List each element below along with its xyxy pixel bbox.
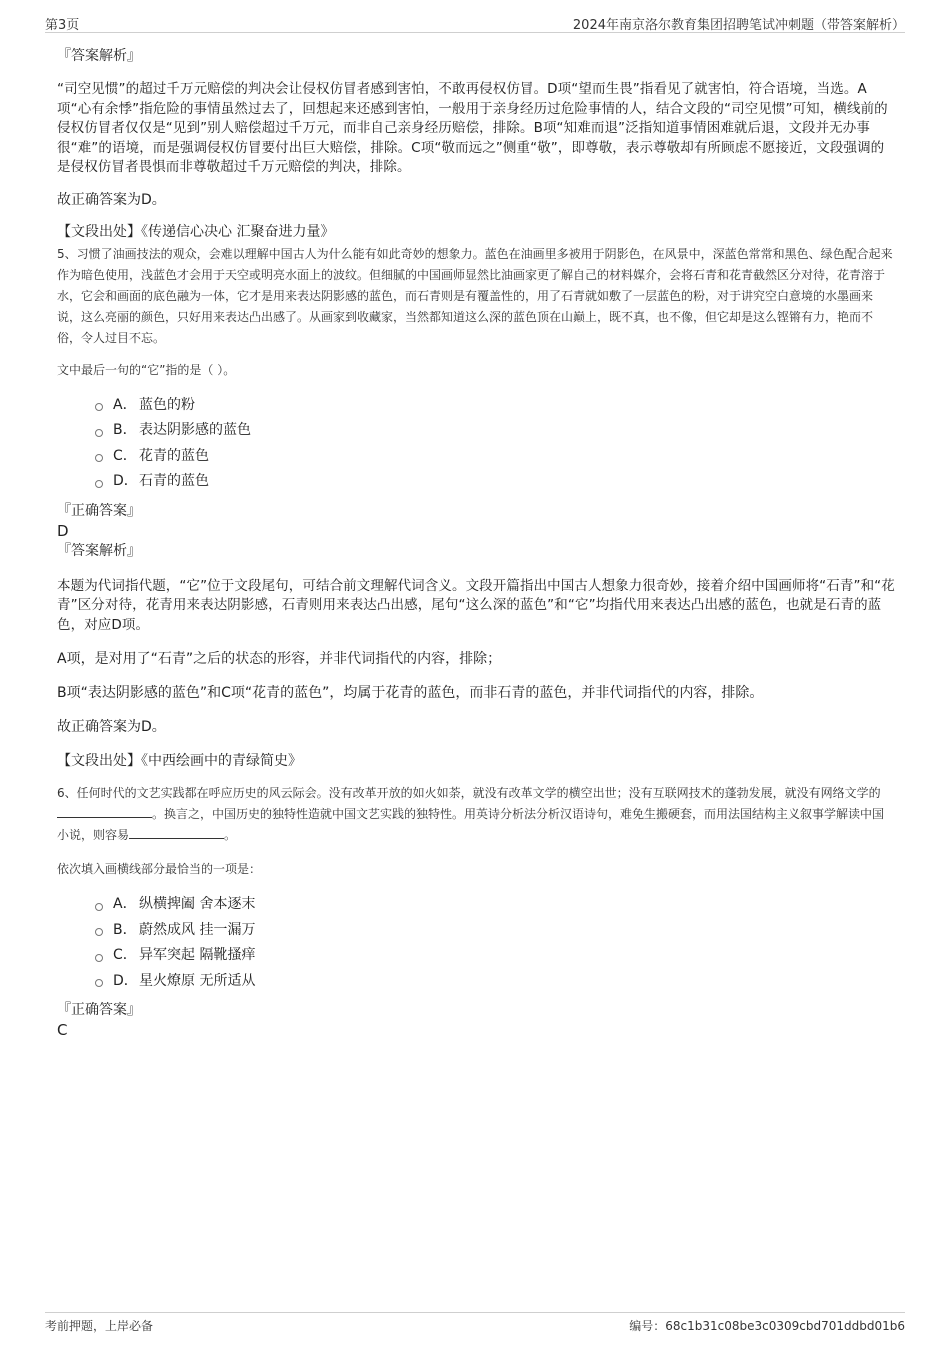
analysis-conclusion: 故正确答案为D。	[57, 719, 166, 735]
question-stem: 5、习惯了油画技法的观众，会难以理解中国古人为什么能有如此奇妙的想象力。蓝色在油画里多被用于阴影色，在风景中，深蓝色常常和黑色、绿色配合起来作为暗色使用，浅蓝色才会用于天空或明亮水面上的波纹。但细腻的中国画师显然比油画家更了解自己的材料媒介，会将石青和花青截然区分对待，花青溶于水，它会和画面的底色融为一体，它才是用来表达阴影感的蓝色，而石青则是有覆盖性的，用了石青就如敷了一层蓝色的粉，对于讲究空白意境的水墨画来说，这么亮丽的颜色，只好用来表达凸出感了。从画家到收藏家，当然都知道这么深的蓝色顶在山巅上，既不真，也不像，但它却是这么铿锵有力，艳而不俗，令人过目不忘。	[57, 246, 893, 345]
question-prompt: 文中最后一句的“它”指的是（ ）。	[57, 362, 236, 377]
radio-icon[interactable]	[95, 903, 103, 911]
option-d[interactable]: D． 石青的蓝色	[95, 469, 895, 495]
answer-value: C	[57, 1021, 68, 1039]
option-list	[95, 393, 895, 495]
fill-blank	[57, 804, 152, 818]
option-c[interactable]: C． 异军突起 隔靴搔痒	[95, 943, 895, 969]
option-a[interactable]: A． 纵横捭阖 舍本逐末	[95, 892, 895, 918]
answer-label: 『正确答案』	[57, 1002, 141, 1018]
page-number: 第3页	[45, 18, 80, 33]
option-d[interactable]: D． 星火燎原 无所适从	[95, 969, 895, 995]
source-citation: 【文段出处】《中西绘画中的青绿简史》	[57, 753, 302, 769]
source-citation: 【文段出处】《传递信心决心 汇聚奋进力量》	[57, 223, 335, 240]
document-title: 2024年南京洛尔教育集团招聘笔试冲刺题（带答案解析）	[572, 18, 905, 33]
question-stem: 6、任何时代的文艺实践都在呼应历史的风云际会。没有改革开放的如火如荼，就没有改革文学的横空出世；没有互联网技术的蓬勃发展，就没有网络文学的。换言之，中国历史的独特性造就中国文艺实践的独特性。用英诗分析法分析汉语诗句，难免生搬硬套，而用法国结构主义叙事学解读中国小说，则容易 。	[57, 786, 885, 842]
radio-icon[interactable]	[95, 979, 103, 987]
analysis-conclusion: 故正确答案为D。	[57, 191, 166, 208]
analysis-text: A项，是对用了“石青”之后的状态的形容，并非代词指代的内容，排除；	[57, 651, 502, 667]
document-id: 编号：68c1b31c08be3c0309cbd701ddbd01b6	[629, 1319, 905, 1333]
analysis-label: 『答案解析』	[57, 48, 141, 64]
analysis-text: 本题为代词指代题，“它”位于文段尾句，可结合前文理解代词含义。文段开篇指出中国古人想象力很奇妙，接着介绍中国画师将“石青”和“花青”区分对待，花青用来表达阴影感，石青则用来表达凸出感，尾句“这么深的蓝色”和“它”均指代用来表达凸出感的蓝色，也就是石青的蓝色，对应D项。	[57, 577, 895, 633]
document-body	[57, 46, 895, 1040]
radio-icon[interactable]	[95, 480, 103, 488]
radio-icon[interactable]	[95, 954, 103, 962]
page-footer	[45, 1312, 905, 1335]
question-prompt: 依次填入画横线部分最恰当的一项是：	[57, 862, 262, 876]
footer-slogan: 考前押题，上岸必备	[45, 1319, 154, 1333]
radio-icon[interactable]	[95, 403, 103, 411]
option-c[interactable]: C． 花青的蓝色	[95, 444, 895, 470]
radio-icon[interactable]	[95, 429, 103, 437]
answer-value: D	[57, 521, 69, 540]
answer-label: 『正确答案』	[57, 502, 141, 519]
analysis-text: B项“表达阴影感的蓝色”和C项“花青的蓝色”，均属于花青的蓝色，而非石青的蓝色，并非代词指代的内容，排除。	[57, 685, 764, 701]
analysis-text: “司空见惯”的超过千万元赔偿的判决会让侵权仿冒者感到害怕，不敢再侵权仿冒。D项“望而生畏”指看见了就害怕，符合语境，当选。A项“心有余悸”指危险的事情虽然过去了，回想起来还感到害怕，一般用于亲身经历过危险事情的人，结合文段的“司空见惯”可知，横线前的侵权仿冒者仅仅是“见到”别人赔偿超过千万元，而非自己亲身经历赔偿，排除。B项“知难而退”泛指知道事情困难就后退，文段并无办事很“难”的语境，而是强调侵权仿冒要付出巨大赔偿，排除。C项“敬而远之”侧重“敬”，即尊敬，表示尊敬却有所顾虑不愿接近，文段强调的是侵权仿冒者畏惧而非尊敬超过千万元赔偿的判决，排除。	[57, 81, 888, 175]
radio-icon[interactable]	[95, 928, 103, 936]
radio-icon[interactable]	[95, 454, 103, 462]
page-header	[45, 12, 905, 33]
option-list	[95, 892, 895, 994]
option-a[interactable]: A． 蓝色的粉	[95, 393, 895, 419]
option-b[interactable]: B． 表达阴影感的蓝色	[95, 418, 895, 444]
option-b[interactable]: B． 蔚然成风 挂一漏万	[95, 918, 895, 944]
fill-blank	[129, 825, 224, 839]
analysis-label: 『答案解析』	[57, 542, 141, 559]
